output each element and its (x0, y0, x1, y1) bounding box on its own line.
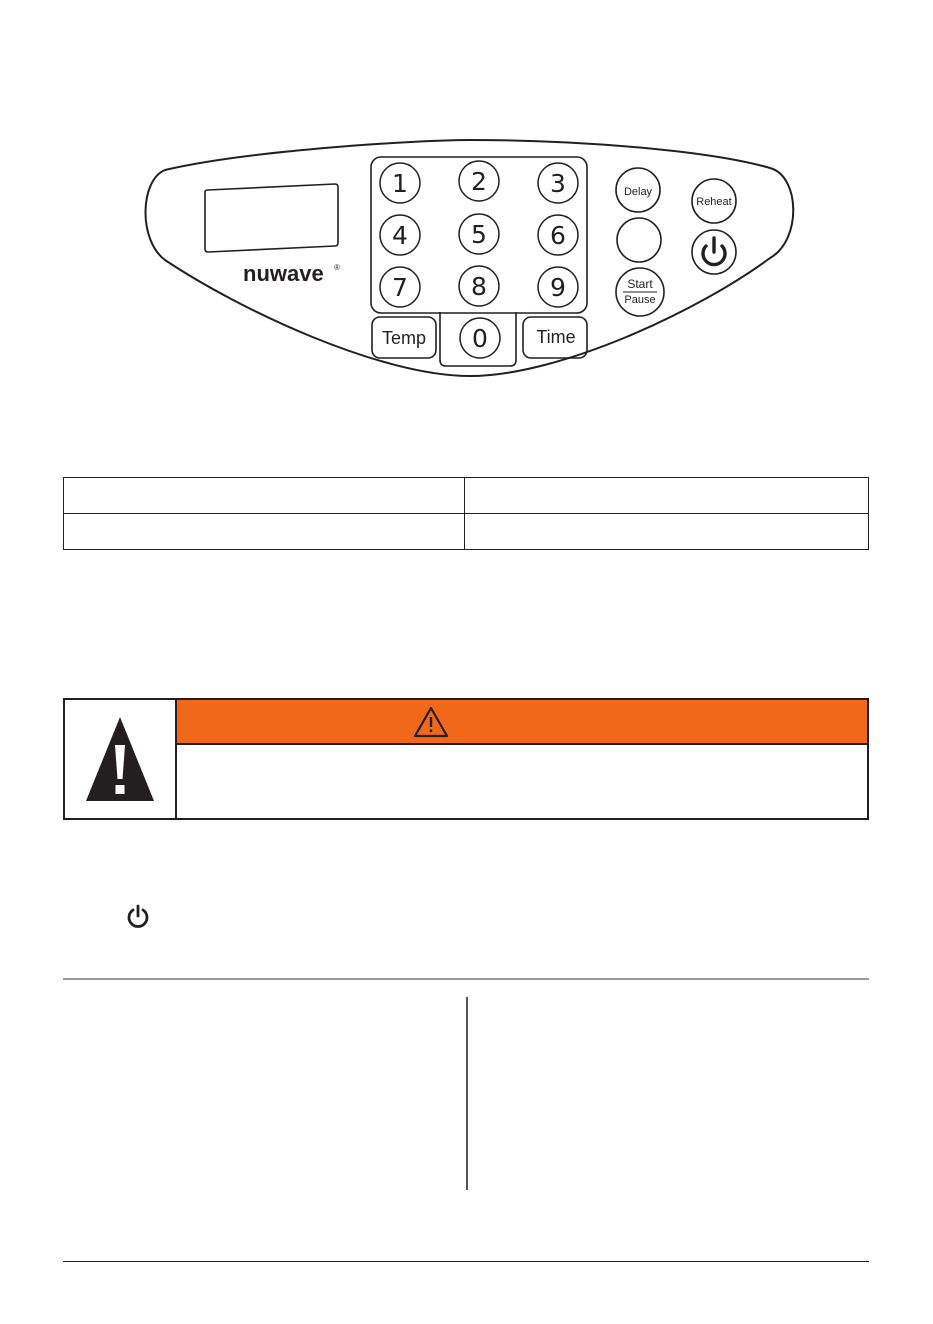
svg-text:Pause: Pause (624, 294, 656, 306)
number-key-5[interactable] (459, 214, 499, 254)
svg-text:Start: Start (627, 277, 653, 291)
svg-text:9: 9 (550, 273, 566, 302)
power-icon (125, 903, 151, 929)
column-divider (466, 997, 468, 1190)
warning-header (177, 700, 867, 745)
time-button[interactable] (523, 317, 587, 358)
power-icon (703, 238, 725, 265)
warning-symbol-cell (65, 700, 177, 818)
svg-text:6: 6 (550, 221, 566, 250)
table-cell (64, 478, 465, 514)
svg-text:2: 2 (471, 167, 487, 196)
number-key-3[interactable] (538, 163, 578, 203)
table-row (64, 478, 869, 514)
delay-button[interactable] (616, 168, 660, 212)
table-cell (465, 478, 869, 514)
reheat-button[interactable] (692, 179, 736, 223)
svg-text:8: 8 (471, 272, 487, 301)
brand-registered-mark: ® (334, 263, 340, 272)
svg-text:4: 4 (392, 221, 408, 250)
number-key-1[interactable] (380, 163, 420, 203)
footer-rule (63, 1261, 869, 1262)
number-key-2[interactable] (459, 161, 499, 201)
table-row (64, 514, 869, 550)
svg-text:Time: Time (536, 327, 576, 347)
table-cell (64, 514, 465, 550)
warning-box (63, 698, 869, 820)
number-key-7[interactable] (380, 267, 420, 307)
power-button[interactable] (692, 230, 736, 274)
warning-content (177, 700, 867, 818)
warning-body (177, 745, 867, 818)
svg-text:7: 7 (392, 273, 408, 302)
blank-button[interactable] (617, 218, 661, 262)
table-cell (465, 514, 869, 550)
temp-button[interactable] (372, 317, 436, 358)
svg-text:Reheat: Reheat (696, 196, 732, 208)
brand-logo: nuwave (243, 261, 324, 286)
start-pause-button[interactable] (616, 268, 664, 316)
number-key-6[interactable] (538, 215, 578, 255)
number-key-4[interactable] (380, 215, 420, 255)
svg-text:Temp: Temp (381, 328, 427, 348)
number-key-9[interactable] (538, 267, 578, 307)
svg-text:5: 5 (471, 220, 487, 249)
display-screen (205, 184, 338, 252)
warning-triangle-icon (84, 715, 156, 803)
svg-text:0: 0 (472, 324, 488, 353)
panel-outline (145, 140, 793, 376)
number-key-0[interactable] (460, 318, 500, 358)
svg-text:3: 3 (550, 169, 566, 198)
control-panel-diagram (0, 0, 933, 420)
svg-text:Delay: Delay (623, 186, 653, 198)
svg-text:1: 1 (392, 169, 408, 198)
number-key-8[interactable] (459, 266, 499, 306)
warning-triangle-outline-icon (413, 706, 449, 738)
section-divider (63, 978, 869, 980)
spec-table (63, 477, 869, 550)
